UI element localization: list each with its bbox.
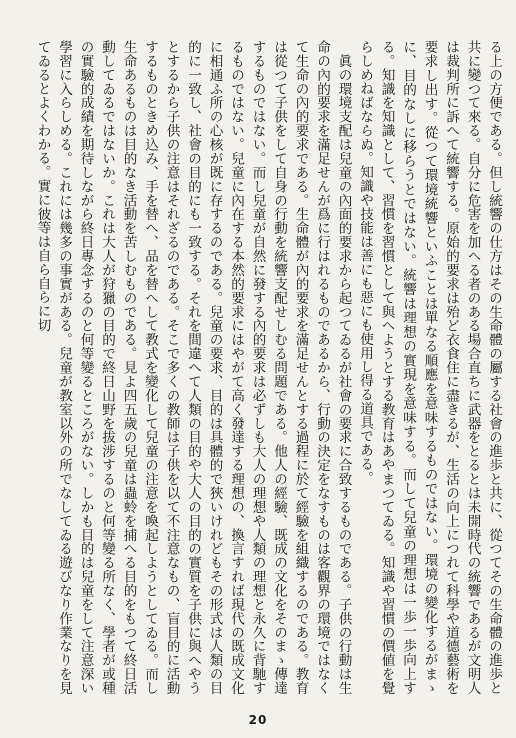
page-number: 20 — [248, 713, 268, 727]
body-text-block — [14, 40, 504, 695]
body-text: る上の方便である。但し統響の仕方はその生命體の屬する社會の進歩と共に、從つてその生命體の進歩と共に變つて來る。自分に危害を加へる者のある場合直ちに武器をとるとは未開時代の統響であるが文明人は裁判所に訴へて統響する。原始的要求は殆ど衣食住に盡きるが、生活の向上につれて科學や道德藝術を要求し出す。從つて環境統響といふことは單なる順應を意味するものではない。環境の變化するがまゝに、目的なしに移らうとではない。統響は理想の實現を意味する。而して兒童の理想は一歩一歩向上する。知識を知識として、習慣を習慣として與へようとする教育はあやまつてゐる。知識や習慣の價値を覺らしめねばならぬ。知識や技能は善にも惡にも使用し得る道具である。 眞の環境支配は兒童の內面的要求から起つてゐるが社會の要求に合致するものである。子供の行動は生命の內的要求を滿足せんが爲に行はれるものであるから、行動の決定をなすものは客觀界の環境ではなくて生命の內的要求である。生命體が內的要求を滿足せんとする過程に於て經驗を組織するのである。教育は從つて子供をして自身の行動を統響支配せしむる問題である。他人の經驗、既成の文化をそのまゝ傳達するものではない。而し兒童が自然に發する內的要求は必ずしも大人の理想や人類の理想と永久に背馳するものではない。兒童に內在する本然的要求にはやがて高く發達する理想の、換言すれば現代の既成文化に相通ふ所の心核が既に存するのである。兒童の要求、目的は具體的で狹いけれどもその形式は人類の目的に一致し、社會の目的にも一致する。それを間違へて人類の目的や大人の目的の實質を子供に與へやうとするから子供の注意はそれざるのである。そこで多くの教師は子供を以て不注意なもの、盲目的に活動するものときめ込み、手を替へ、品を替へして教式を變化して兒童の注意を喚起しようとしてゐる。而し生命あるものは目的なき活動を苦しむものである。見よ四五歲の兒童は蟲蛉を捕へる目的をもつて終日活動してゐるではないか。これは大人が狩獵の目的で終日山野を拔涉するのと何等變る所なく、學者が或種の實驗的成績を期待しながら終日專念するのと何等變るところがない。しかも目的は兒童をして注意深い學習に入らしめる。これには幾多の事實がある。兒童が教室以外の所でなしてゐる遊びなり作業なりを見てゐるとよくわかる。實に彼等は自ら自らに切 — [34, 40, 502, 695]
